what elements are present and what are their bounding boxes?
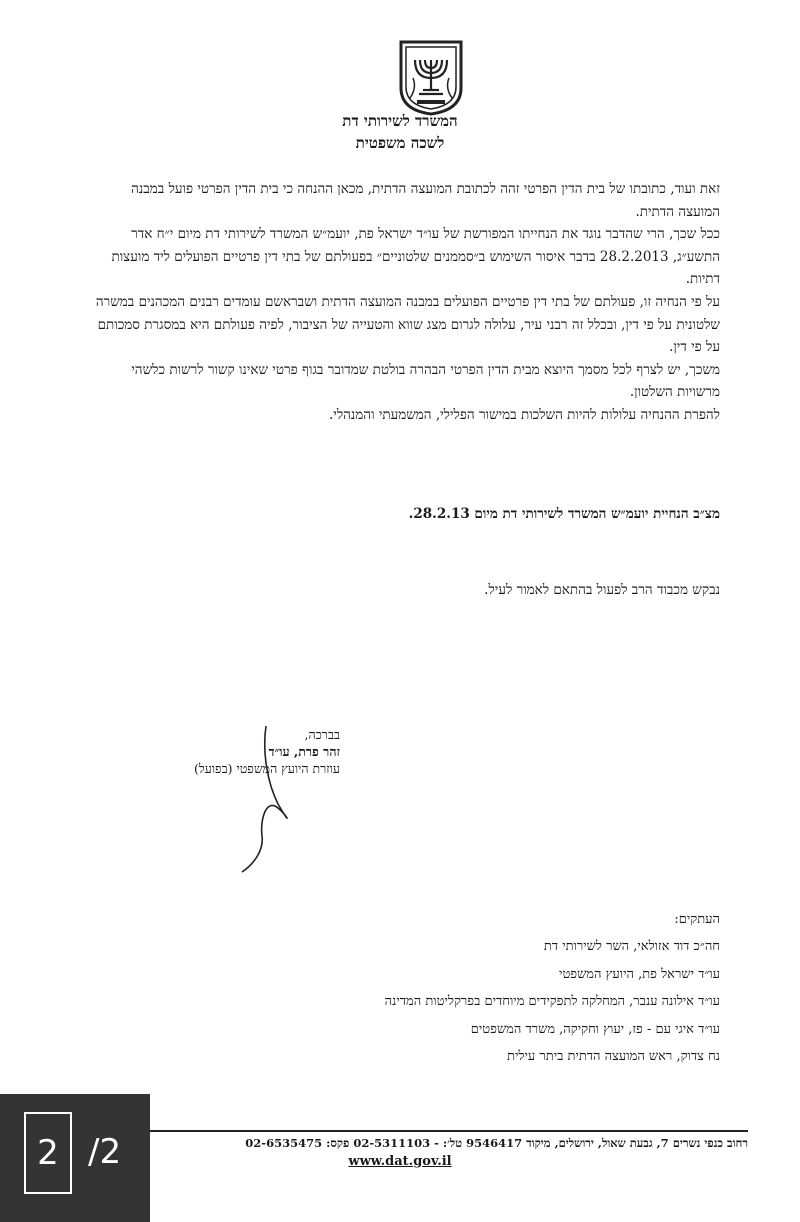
copy-recipient: עו״ד ישראל פת, היועץ המשפטי (559, 966, 720, 982)
copy-recipient: נח צדוק, ראש המועצה הדתית ביתר עילית (507, 1049, 720, 1065)
footer-divider (84, 1130, 748, 1132)
signature-scribble (232, 724, 302, 874)
signer-name: זהר פרת, עו״ד (268, 744, 340, 759)
body-paragraph: על פי הנחיה זו, פעולתם של בתי דין פרטיים הפועלים במבנה המועצה הדתית ושבראשם עומדים רבנים המכהנים במשרה שלטונית על פי דין, ובכלל זה רבני עיר, עלולה לגרום מצג שווא והטעייה של הציבור, לפיה פעולתם היא במסגרת סמכותם על פי דין. (95, 293, 720, 356)
copies-block (260, 906, 720, 1070)
department-name: לשכה משפטית (355, 134, 445, 152)
body-paragraph: להפרת ההנחיה עלולות להיות השלכות במישור הפלילי, המשמעתי והמנהלי. (329, 406, 720, 423)
state-emblem-icon (397, 38, 465, 116)
body-paragraph: זאת ועוד, כתובתו של בית הדין הפרטי זהה לכתובת המועצה הדתית, מכאן ההנחה כי בית הדין הפרטי פועל במבנה המועצה הדתית. (131, 181, 720, 220)
request-line: נבקש מכבוד הרב לפעול בהתאם לאמור לעיל. (484, 582, 720, 598)
total-pages: /2 (88, 1132, 122, 1172)
copy-recipient: עו״ד אילונה ענבר, המחלקה לתפקידים מיוחדים בפרקליטות המדינה (384, 994, 720, 1010)
body-paragraph: ככל שכך, הרי שהדבר נוגד את הנחייתו המפורשת של עו״ד ישראל פת, יועמ״ש המשרד לשירותי דת מיום י״ח אדר התשע״ג, 28.2.2013 בדבר איסור השימוש ב״סממנים שלטוניים״ בפעולתם של בתי דין פרטיים הפועלים ליד מועצות דתיות. (111, 226, 720, 288)
ministry-name: המשרד לשירותי דת (342, 112, 458, 130)
signature-closing: בברכה, (304, 727, 340, 742)
footer-website-link[interactable]: www.dat.gov.il (348, 1154, 452, 1169)
copy-recipient: חה״כ דוד אזולאי, השר לשירותי דת (543, 939, 720, 955)
current-page-number: 2 (24, 1112, 72, 1194)
footer-address: רחוב כנפי נשרים 7, גבעת שאול, ירושלים, מיקוד 9546417 טל׳: - 02-5311103 פקס: 02-6535475 (245, 1136, 748, 1150)
copies-heading: העתקים: (674, 912, 720, 927)
letter-body (88, 178, 720, 427)
body-paragraph: משכך, יש לצרף לכל מסמך היוצא מבית הדין הפרטי הבהרה בולטת שמדובר בגוף פרטי שאינו קשור לרשות כלשהי מרשויות השלטון. (131, 361, 720, 401)
copy-recipient: עו״ד איגי עם - פז, יעוץ וחקיקה, משרד המשפטים (470, 1021, 720, 1037)
signer-title: עוזרת היועץ המשפטי (בפועל) (194, 761, 340, 776)
page-indicator (0, 1094, 150, 1222)
attachment-note: מצ״ב הנחיית יועמ״ש המשרד לשירותי דת מיום 28.2.13. (408, 506, 720, 522)
